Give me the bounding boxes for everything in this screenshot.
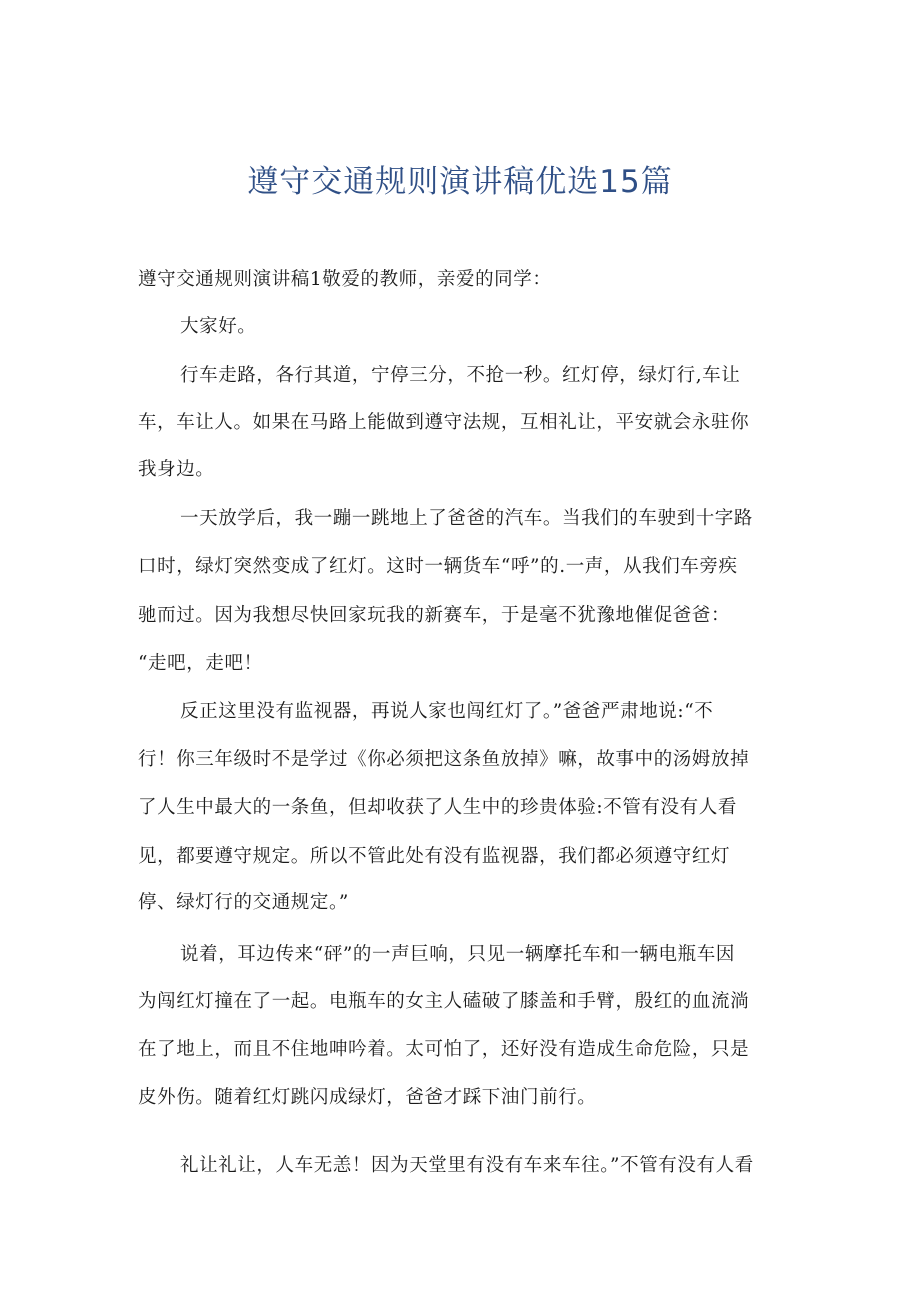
text-line: “走吧，走吧！ [138,653,263,674]
document-title: 遵守交通规则演讲稿优选15篇 [247,164,673,200]
text-line: 见，都要遵守规定。所以不管此处有没有监视器，我们都必须遵守红灯 [138,846,731,867]
text-line: 一天放学后，我一蹦一跳地上了爸爸的汽车。当我们的车驶到十字路 [180,508,754,529]
text-line: 了人生中最大的一条鱼，但却收获了人生中的珍贵体验:不管有没有人看 [138,797,737,818]
text-line: 说着，耳边传来“砰”的一声巨响，只见一辆摩托车和一辆电瓶车因 [180,944,735,965]
text-line: 遵守交通规则演讲稿1敬爱的教师，亲爱的同学： [138,269,552,290]
text-line: 反正这里没有监视器，再说人家也闯红灯了。”爸爸严肃地说:“不 [180,701,714,722]
text-line: 行！你三年级时不是学过《你必须把这条鱼放掉》嘛，故事中的汤姆放掉 [138,749,750,770]
text-line: 在了地上，而且不住地呻吟着。太可怕了，还好没有造成生命危险，只是 [138,1039,750,1060]
text-line: 我身边。 [138,459,215,480]
text-line: 车，车让人。如果在马路上能做到遵守法规，互相礼让，平安就会永驻你 [138,412,750,433]
text-line: 大家好。 [180,316,257,337]
text-line: 口时，绿灯突然变成了红灯。这时一辆货车“呼”的.一声，从我们车旁疾 [138,556,738,577]
text-line: 礼让礼让，人车无恙！因为天堂里有没有车来车往。”不管有没有人看 [180,1155,754,1176]
text-line: 驰而过。因为我想尽快回家玩我的新赛车，于是毫不犹豫地催促爸爸： [138,605,731,626]
text-line: 行车走路，各行其道，宁停三分，不抢一秒。红灯停，绿灯行,车让 [180,365,741,386]
text-line: 为闯红灯撞在了一起。电瓶车的女主人磕破了膝盖和手臂，殷红的血流淌 [138,991,750,1012]
text-line: 停、绿灯行的交通规定。” [138,892,349,913]
text-line: 皮外伤。随着红灯跳闪成绿灯，爸爸才踩下油门前行。 [138,1087,597,1108]
